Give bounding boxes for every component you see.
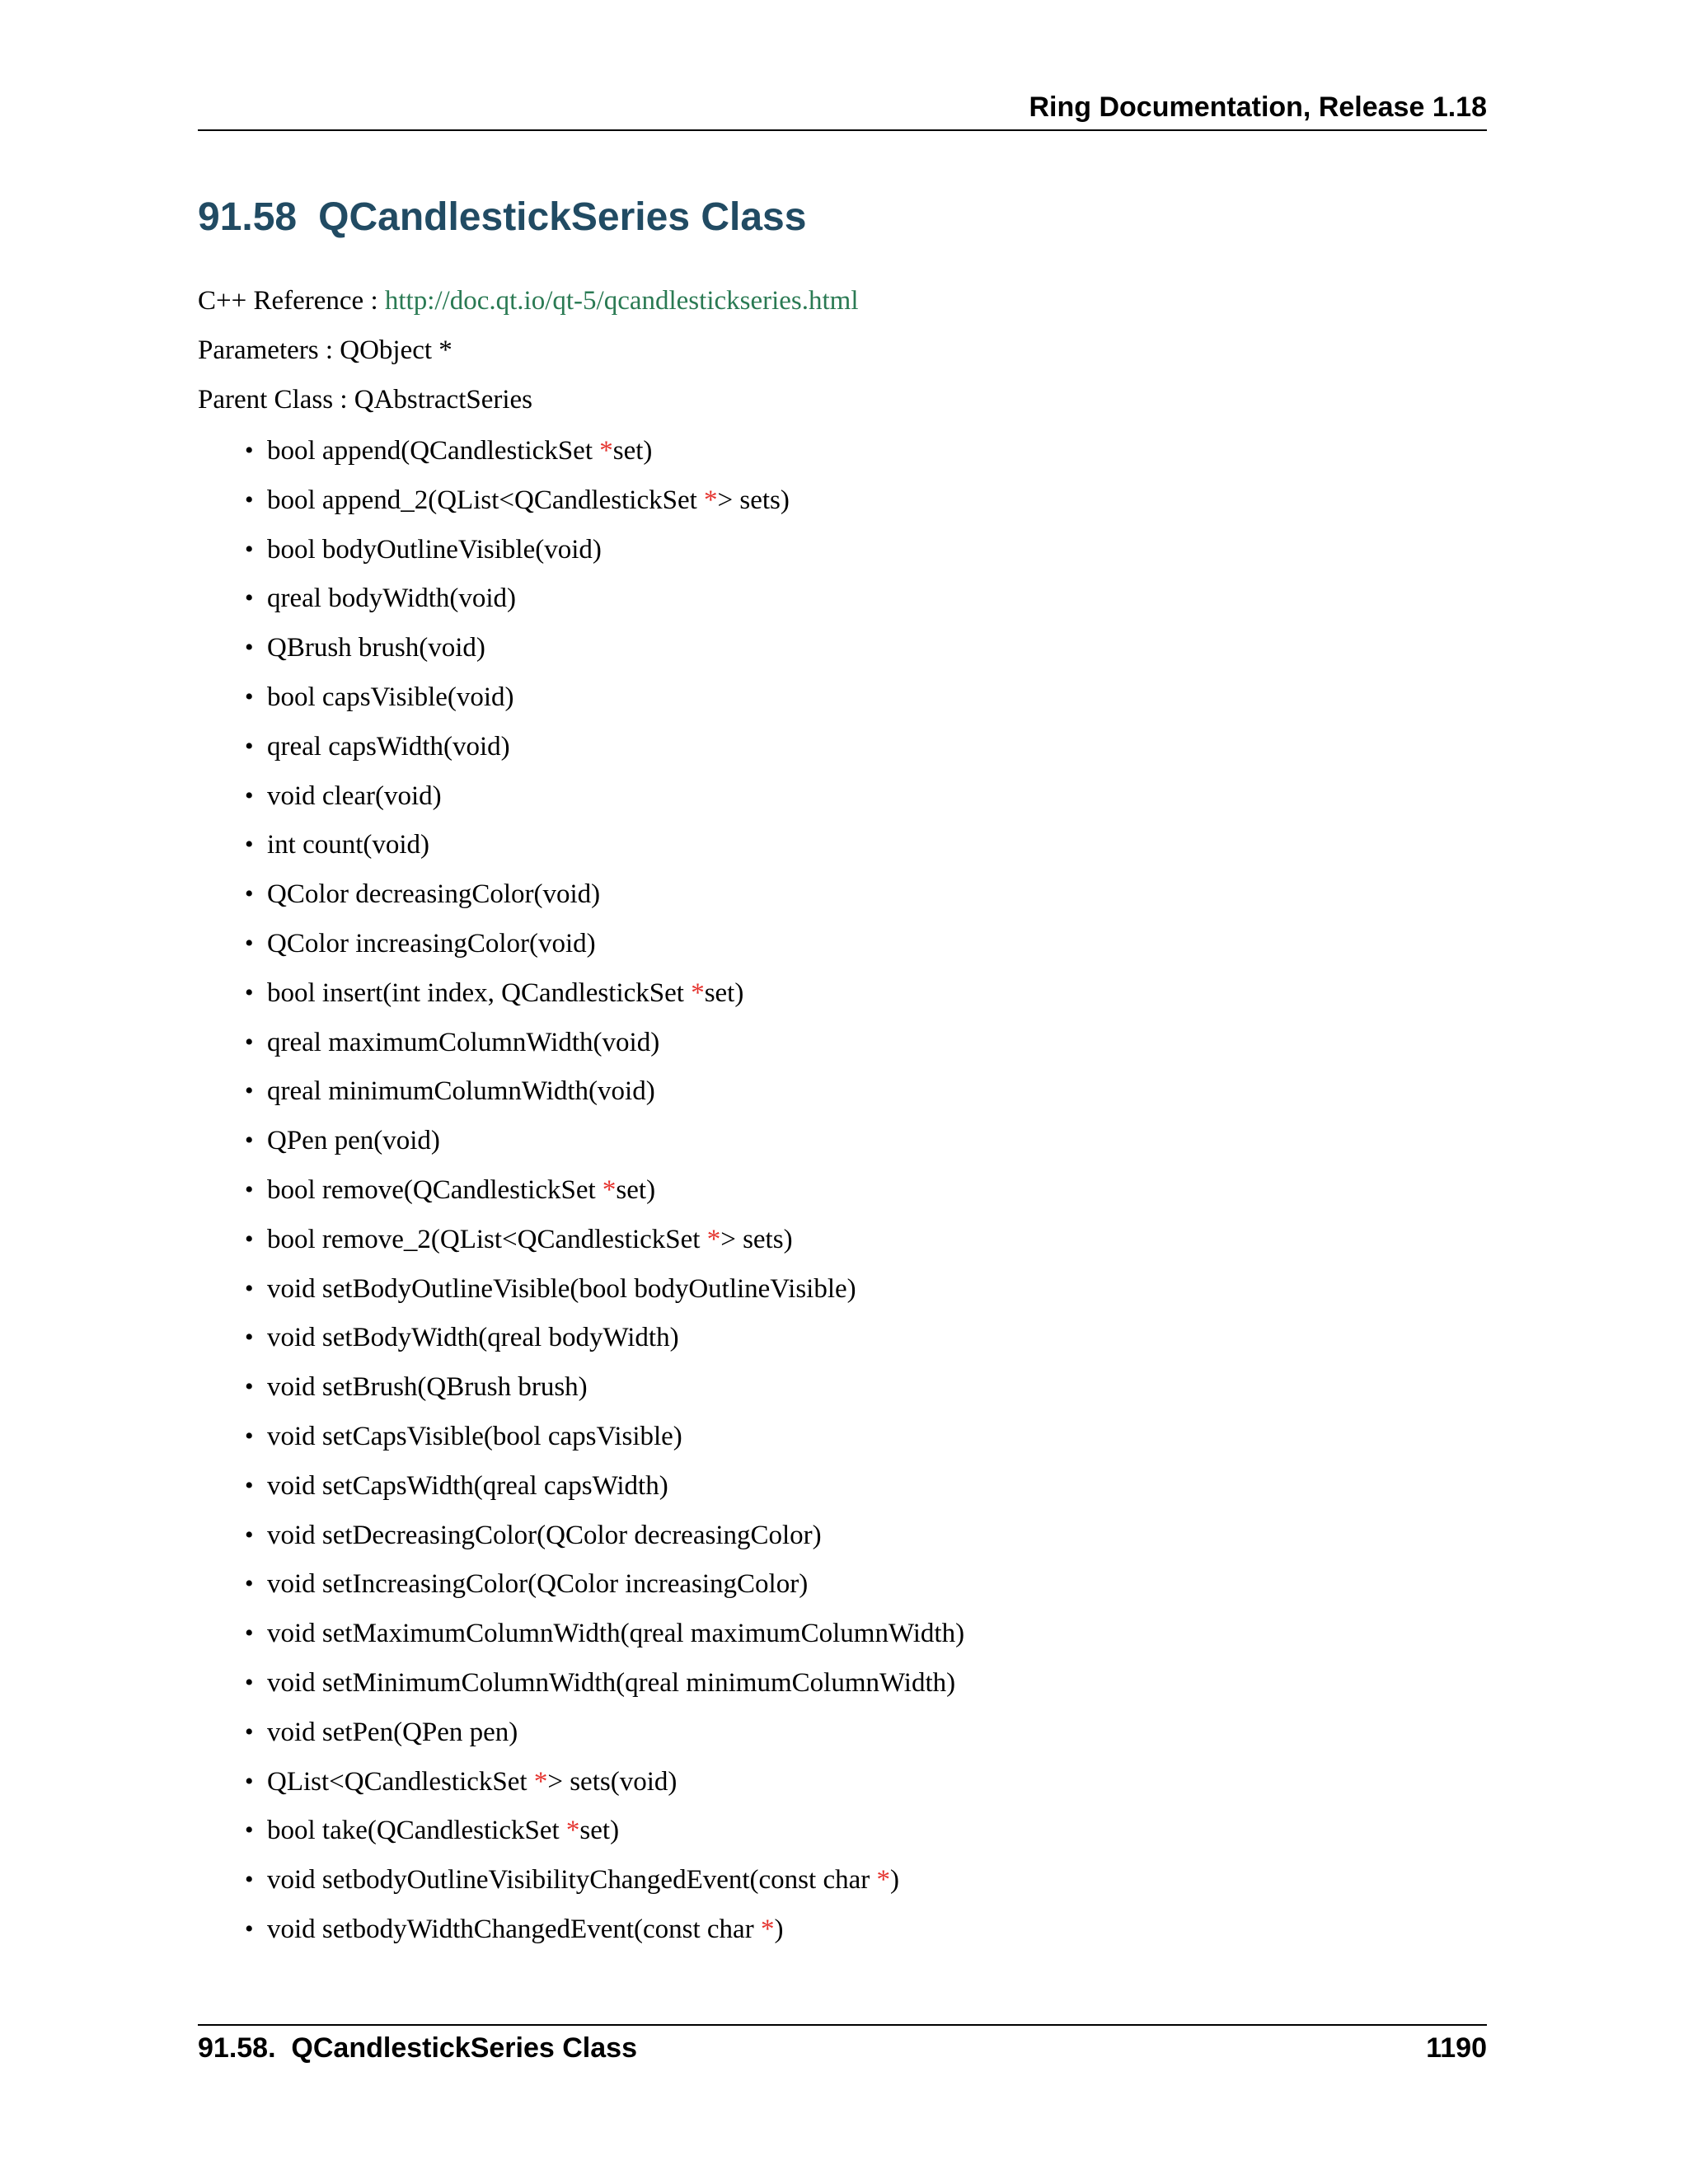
- method-signature: [267, 1469, 668, 1502]
- bullet-icon: •: [245, 1570, 254, 1598]
- bullet-icon: •: [245, 1028, 254, 1056]
- bullet-icon: •: [245, 1816, 254, 1844]
- method-signature: [267, 1026, 659, 1059]
- bullet-icon: •: [245, 1619, 254, 1647]
- method-text-part: bool append_2(QList<QCandlestickSet: [267, 485, 705, 515]
- method-signature: [267, 1075, 655, 1108]
- bullet-icon: •: [245, 682, 254, 710]
- method-signature: [267, 681, 514, 714]
- header-divider: [198, 129, 1487, 131]
- bullet-icon: •: [245, 1077, 254, 1105]
- pointer-asterisk: *: [691, 977, 705, 1008]
- bullet-icon: •: [245, 1718, 254, 1746]
- method-text-part: QColor increasingColor(void): [267, 928, 596, 958]
- section-heading: [198, 191, 806, 244]
- method-text-part: ): [774, 1914, 784, 1944]
- method-signature: [267, 1666, 955, 1699]
- method-signature: [267, 1913, 783, 1946]
- method-text-part: void setIncreasingColor(QColor increasingColor): [267, 1569, 809, 1600]
- method-text-part: void setDecreasingColor(QColor decreasingColor): [267, 1520, 822, 1550]
- bullet-icon: •: [245, 1866, 254, 1894]
- bullet-icon: •: [245, 437, 254, 464]
- method-signature: [267, 1420, 682, 1453]
- method-text-part: bool remove(QCandlestickSet: [267, 1174, 603, 1205]
- method-text-part: void setBodyOutlineVisible(bool bodyOutlineVisible): [267, 1273, 856, 1304]
- bullet-icon: •: [245, 1225, 254, 1253]
- bullet-icon: •: [245, 1471, 254, 1499]
- method-text-part: ): [889, 1865, 899, 1896]
- method-signature: [267, 1223, 793, 1256]
- method-text-part: void setPen(QPen pen): [267, 1717, 518, 1747]
- method-text-part: qreal maximumColumnWidth(void): [267, 1027, 660, 1057]
- method-signature: [267, 1568, 808, 1601]
- method-signature: [267, 1272, 856, 1305]
- cpp-reference-link[interactable]: http://doc.qt.io/qt-5/qcandlestickseries.html: [384, 286, 859, 316]
- method-signature: [267, 927, 596, 960]
- footer-section-label: 91.58. QCandlestickSeries Class: [198, 2032, 637, 2064]
- method-text-part: QColor decreasingColor(void): [267, 879, 601, 910]
- bullet-icon: •: [245, 1324, 254, 1352]
- footer-page-number: 1190: [1426, 2032, 1487, 2064]
- method-signature: [267, 828, 429, 861]
- method-signature: [267, 1519, 822, 1552]
- method-text-part: int count(void): [267, 830, 430, 860]
- running-header: Ring Documentation, Release 1.18: [1029, 91, 1487, 123]
- method-text-part: qreal capsWidth(void): [267, 731, 510, 762]
- bullet-icon: •: [245, 929, 254, 957]
- bullet-icon: •: [245, 1127, 254, 1155]
- bullet-icon: •: [245, 880, 254, 908]
- method-signature: [267, 1765, 677, 1798]
- footer-divider: [198, 2024, 1487, 2026]
- method-text-part: void setMinimumColumnWidth(qreal minimumColumnWidth): [267, 1667, 956, 1698]
- method-signature: [267, 1814, 619, 1847]
- method-text-part: qreal minimumColumnWidth(void): [267, 1076, 655, 1107]
- bullet-icon: •: [245, 781, 254, 809]
- method-text-part: > sets): [720, 1224, 793, 1254]
- method-signature: [267, 434, 652, 467]
- method-signature: [267, 1716, 518, 1749]
- cpp-reference-label: C++ Reference :: [198, 286, 385, 316]
- method-text-part: void setCapsWidth(qreal capsWidth): [267, 1470, 668, 1501]
- cpp-reference-line: [198, 284, 859, 317]
- method-text-part: void setBrush(QBrush brush): [267, 1372, 588, 1403]
- pointer-asterisk: *: [704, 485, 718, 515]
- bullet-icon: •: [245, 485, 254, 513]
- method-signature: [267, 1174, 655, 1207]
- bullet-icon: •: [245, 1373, 254, 1401]
- method-signature: [267, 582, 516, 615]
- method-signature: [267, 780, 442, 813]
- bullet-icon: •: [245, 1175, 254, 1203]
- section-number: 91.58: [198, 195, 298, 239]
- bullet-icon: •: [245, 1422, 254, 1450]
- method-text-part: void setbodyWidthChangedEvent(const char: [267, 1914, 761, 1944]
- method-text-part: bool append(QCandlestickSet: [267, 436, 600, 466]
- method-text-part: set): [616, 1174, 656, 1205]
- method-text-part: set): [704, 977, 744, 1008]
- method-text-part: > sets): [717, 485, 790, 515]
- bullet-icon: •: [245, 535, 254, 563]
- bullet-icon: •: [245, 1521, 254, 1549]
- method-signature: [267, 977, 743, 1010]
- pointer-asterisk: *: [602, 1174, 617, 1205]
- method-signature: [267, 533, 602, 566]
- section-title: QCandlestickSeries Class: [318, 195, 807, 239]
- method-text-part: void setMaximumColumnWidth(qreal maximumColumnWidth): [267, 1619, 965, 1649]
- bullet-icon: •: [245, 584, 254, 612]
- bullet-icon: •: [245, 1274, 254, 1302]
- method-text-part: set): [612, 436, 653, 466]
- method-text-part: > sets(void): [547, 1766, 678, 1797]
- bullet-icon: •: [245, 1767, 254, 1795]
- pointer-asterisk: *: [760, 1914, 775, 1944]
- pointer-asterisk: *: [565, 1816, 580, 1846]
- pointer-asterisk: *: [706, 1224, 721, 1254]
- parent-class-line: Parent Class : QAbstractSeries: [198, 385, 533, 415]
- method-text-part: bool insert(int index, QCandlestickSet: [267, 977, 692, 1008]
- parameters-line: Parameters : QObject *: [198, 335, 452, 365]
- pointer-asterisk: *: [599, 436, 613, 466]
- method-text-part: QPen pen(void): [267, 1126, 440, 1156]
- method-text-part: qreal bodyWidth(void): [267, 583, 517, 614]
- bullet-icon: •: [245, 831, 254, 859]
- method-signature: [267, 631, 485, 664]
- pointer-asterisk: *: [533, 1766, 548, 1797]
- method-signature: [267, 1124, 440, 1157]
- method-signature: [267, 484, 790, 517]
- bullet-icon: •: [245, 1915, 254, 1943]
- method-signature: [267, 730, 510, 763]
- bullet-icon: •: [245, 1668, 254, 1696]
- method-text-part: bool remove_2(QList<QCandlestickSet: [267, 1224, 707, 1254]
- method-text-part: QList<QCandlestickSet: [267, 1766, 534, 1797]
- method-text-part: set): [579, 1816, 620, 1846]
- method-text-part: void clear(void): [267, 780, 442, 811]
- bullet-icon: •: [245, 732, 254, 760]
- method-text-part: void setBodyWidth(qreal bodyWidth): [267, 1323, 679, 1353]
- method-text-part: void setbodyOutlineVisibilityChangedEvent(const char: [267, 1865, 877, 1896]
- method-text-part: bool bodyOutlineVisible(void): [267, 534, 602, 565]
- method-text-part: void setCapsVisible(bool capsVisible): [267, 1421, 682, 1451]
- method-text-part: QBrush brush(void): [267, 633, 485, 663]
- pointer-asterisk: *: [876, 1865, 890, 1896]
- method-signature: [267, 1371, 588, 1404]
- method-signature: [267, 1321, 679, 1354]
- method-text-part: bool capsVisible(void): [267, 682, 514, 712]
- method-signature: [267, 1863, 899, 1896]
- bullet-icon: •: [245, 634, 254, 662]
- method-text-part: bool take(QCandlestickSet: [267, 1816, 566, 1846]
- method-signature: [267, 878, 600, 911]
- bullet-icon: •: [245, 978, 254, 1006]
- method-signature: [267, 1617, 964, 1650]
